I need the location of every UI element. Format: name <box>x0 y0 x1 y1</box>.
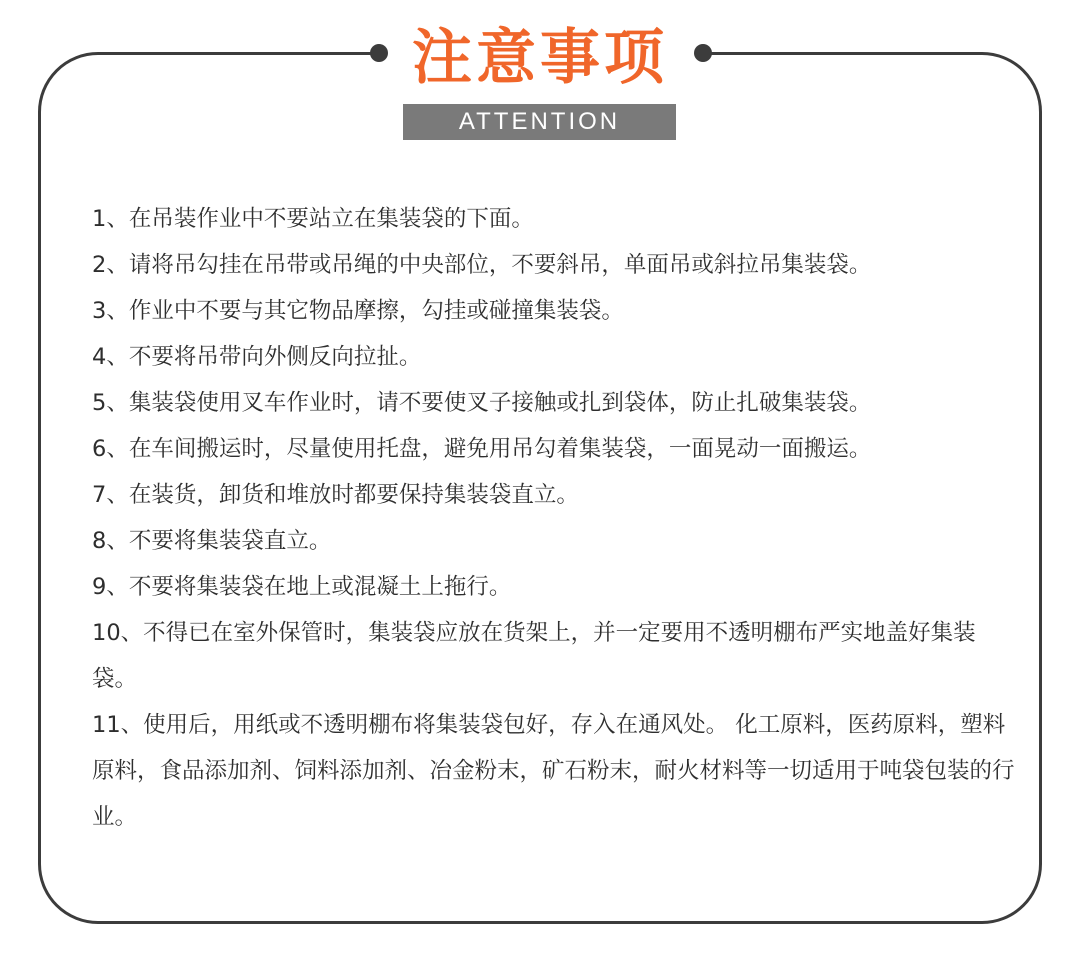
note-item: 8、不要将集装袋直立。 <box>92 528 332 554</box>
note-item: 11、使用后，用纸或不透明棚布将集装袋包好，存入在通风处。 化工原料，医药原料，塑料原料，食品添加剂、饲料添加剂、冶金粉末，矿石粉末，耐火材料等一切适用于吨袋包装的行业。 <box>92 712 1015 830</box>
note-item: 2、请将吊勾挂在吊带或吊绳的中央部位，不要斜吊，单面吊或斜拉吊集装袋。 <box>92 252 872 278</box>
note-item: 7、在装货，卸货和堆放时都要保持集装袋直立。 <box>92 482 579 508</box>
notes-list <box>92 196 1017 840</box>
note-item: 10、不得已在室外保管时，集装袋应放在货架上，并一定要用不透明棚布严实地盖好集装袋。 <box>92 620 976 692</box>
right-dot-ornament <box>694 44 712 62</box>
note-item: 1、在吊装作业中不要站立在集装袋的下面。 <box>92 206 534 232</box>
note-item: 5、集装袋使用叉车作业时，请不要使叉子接触或扎到袋体，防止扎破集装袋。 <box>92 390 872 416</box>
page-title: 注意事项 <box>412 23 668 93</box>
note-item: 9、不要将集装袋在地上或混凝土上拖行。 <box>92 574 512 600</box>
note-item: 3、作业中不要与其它物品摩擦，勾挂或碰撞集装袋。 <box>92 298 624 324</box>
left-dot-ornament <box>370 44 388 62</box>
note-item: 6、在车间搬运时，尽量使用托盘，避免用吊勾着集装袋，一面晃动一面搬运。 <box>92 436 872 462</box>
page-subtitle-banner: ATTENTION <box>403 104 676 140</box>
note-item: 4、不要将吊带向外侧反向拉扯。 <box>92 344 422 370</box>
